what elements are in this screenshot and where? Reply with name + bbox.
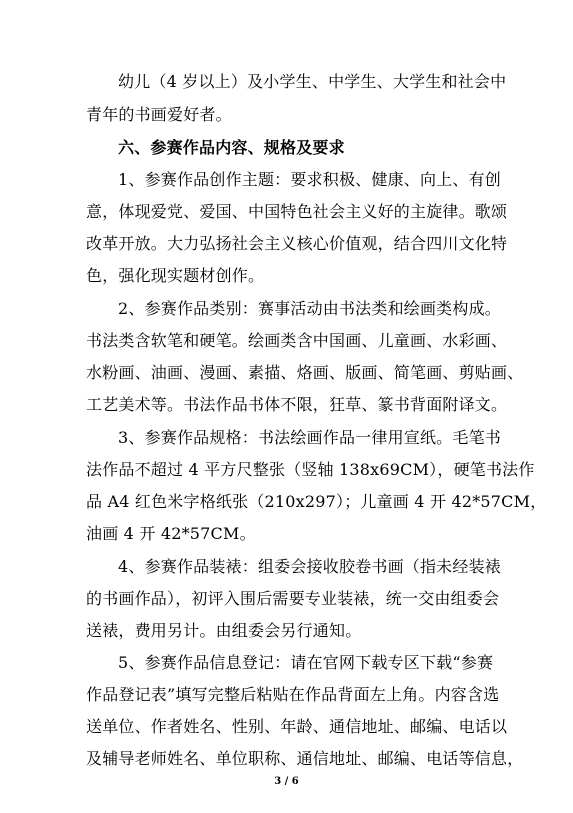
paragraph-line: 幼儿（4 岁以上）及小学生、中学生、大学生和社会中 — [118, 72, 507, 91]
paragraph-line: 意，体现爱党、爱国、中国特色社会主义好的主旋律。歌颂 — [86, 202, 508, 221]
paragraph-line: 1、参赛作品创作主题：要求积极、健康、向上、有创 — [118, 170, 501, 189]
paragraph-line: 送单位、作者姓名、性别、年龄、通信地址、邮编、电话以 — [86, 717, 508, 736]
paragraph-line: 送裱，费用另计。由组委会另行通知。 — [86, 621, 362, 640]
paragraph-line: 的书画作品），初评入围后需要专业装裱，统一交由组委会 — [86, 589, 500, 608]
paragraph-line: 色，强化现实题材创作。 — [86, 266, 265, 285]
page-number: 3 / 6 — [274, 776, 299, 787]
paragraph-line: 3、参赛作品规格：书法绘画作品一律用宣纸。毛笔书 — [118, 428, 501, 447]
paragraph-line: 工艺美术等。书法作品书体不限，狂草、篆书背面附译文。 — [86, 395, 508, 414]
paragraph-line: 法作品不超过 4 平方尺整张（竖轴 138x69CM），硬笔书法作 — [86, 460, 535, 479]
paragraph-line: 油画 4 开 42*57CM。 — [86, 524, 256, 543]
section-heading: 六、参赛作品内容、规格及要求 — [118, 138, 345, 157]
paragraph-line: 青年的书画爱好者。 — [86, 105, 232, 124]
paragraph-line: 及辅导老师姓名、单位职称、通信地址、邮编、电话等信息， — [86, 749, 524, 768]
paragraph-line: 5、参赛作品信息登记：请在官网下载专区下载“参赛 — [118, 653, 494, 672]
paragraph-line: 作品登记表”填写完整后粘贴在作品背面左上角。内容含选 — [86, 685, 500, 704]
paragraph-line: 2、参赛作品类别：赛事活动由书法类和绘画类构成。 — [118, 299, 501, 318]
paragraph-line: 书法类含软笔和硬笔。绘画类含中国画、儿童画、水彩画、 — [86, 331, 508, 350]
paragraph-line: 改革开放。大力弘扬社会主义核心价值观，结合四川文化特 — [86, 234, 508, 253]
paragraph-line: 品 A4 红色米字格纸张（210x297）；儿童画 4 开 42*57CM， — [86, 492, 547, 511]
paragraph-line: 4、参赛作品装裱：组委会接收胶卷书画（指未经装裱 — [118, 557, 501, 576]
paragraph-line: 水粉画、油画、漫画、素描、烙画、版画、简笔画、剪贴画、 — [86, 363, 524, 382]
